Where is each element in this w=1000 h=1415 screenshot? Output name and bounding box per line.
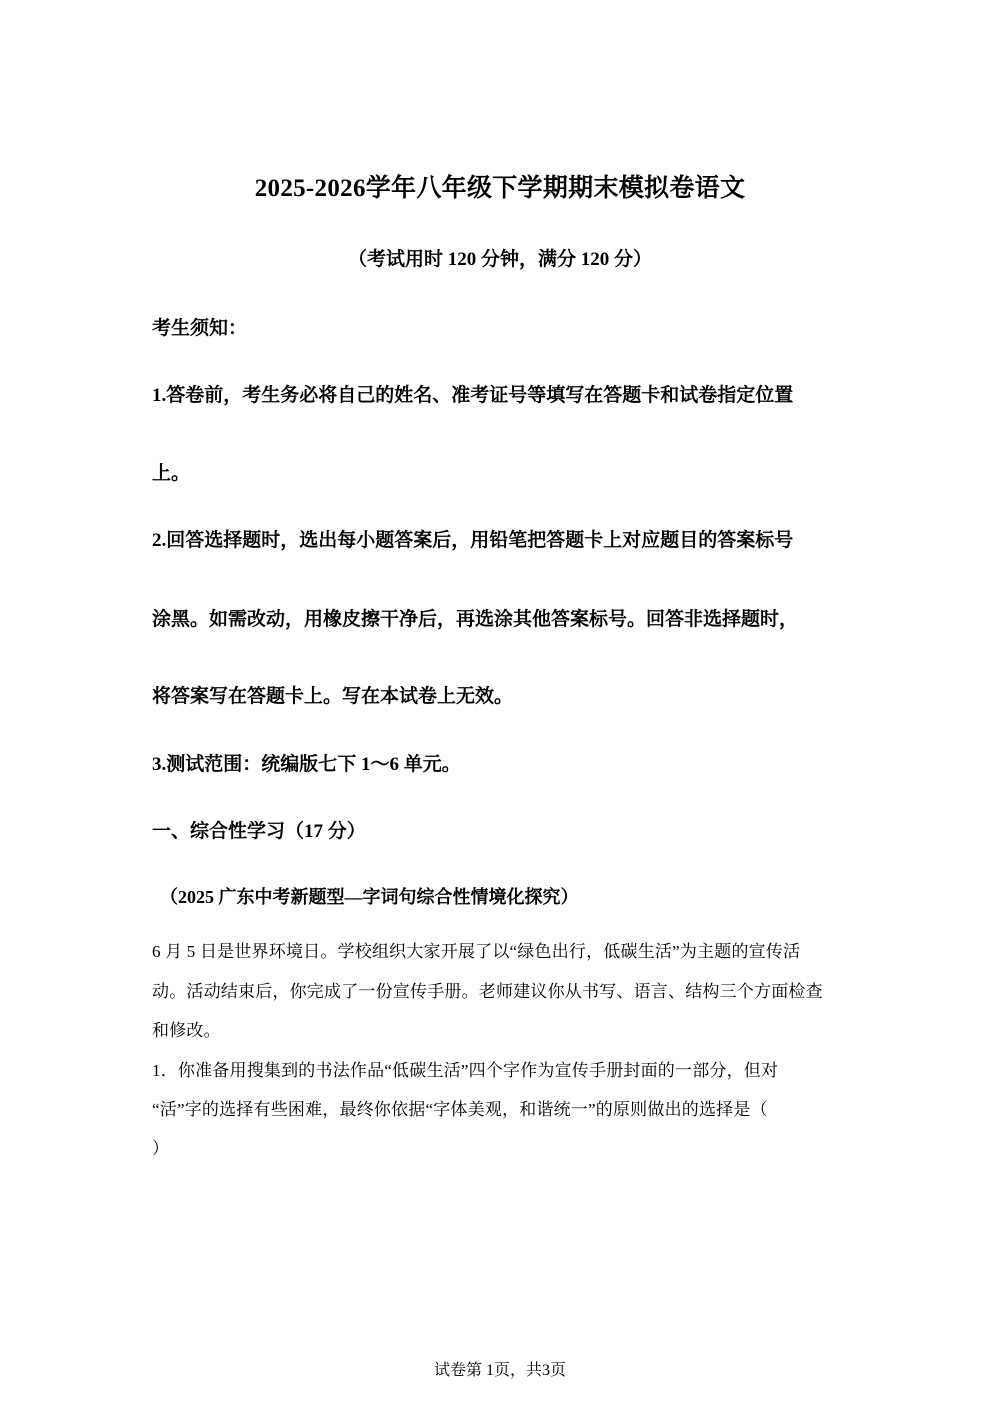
notice-line: 将答案写在答题卡上。写在本试卷上无效。 xyxy=(152,686,514,707)
notice-line: 1.答卷前，考生务必将自己的姓名、准考证号等填写在答题卡和试卷指定位置 xyxy=(152,385,794,406)
exam-duration-note: （考试用时 120 分钟，满分 120 分） xyxy=(347,249,652,270)
question-line: ） xyxy=(152,1139,170,1158)
question-line: 1．你准备用搜集到的书法作品“低碳生活”四个字作为宣传手册封面的一部分，但对 xyxy=(152,1061,779,1080)
question-line: “活”字的选择有些困难，最终你依据“字体美观，和谐统一”的原则做出的选择是（ xyxy=(152,1100,768,1119)
notice-line: 上。 xyxy=(152,463,191,484)
notice-line: 3.测试范围：统编版七下 1～6 单元。 xyxy=(152,754,461,775)
page-number-footer: 试卷第 1页，共3页 xyxy=(433,1362,566,1379)
notice-line: 涂黑。如需改动，用橡皮擦干净后，再选涂其他答案标号。回答非选择题时， xyxy=(152,609,799,630)
section-subheading: （2025 广东中考新题型—字词句综合性情境化探究） xyxy=(160,887,579,907)
notice-line: 2.回答选择题时，选出每小题答案后，用铅笔把答题卡上对应题目的答案标号 xyxy=(152,530,794,551)
intro-line: 6 月 5 日是世界环境日。学校组织大家开展了以“绿色出行，低碳生活”为主题的宣传活 xyxy=(152,942,801,961)
notice-heading: 考生须知： xyxy=(152,318,248,339)
intro-line: 动。活动结束后，你完成了一份宣传手册。老师建议你从书写、语言、结构三个方面检查 xyxy=(152,982,823,1001)
intro-line: 和修改。 xyxy=(152,1021,221,1040)
exam-title: 2025-2026学年八年级下学期期末模拟卷语文 xyxy=(254,175,746,202)
section-heading: 一、综合性学习（17 分） xyxy=(152,821,366,842)
